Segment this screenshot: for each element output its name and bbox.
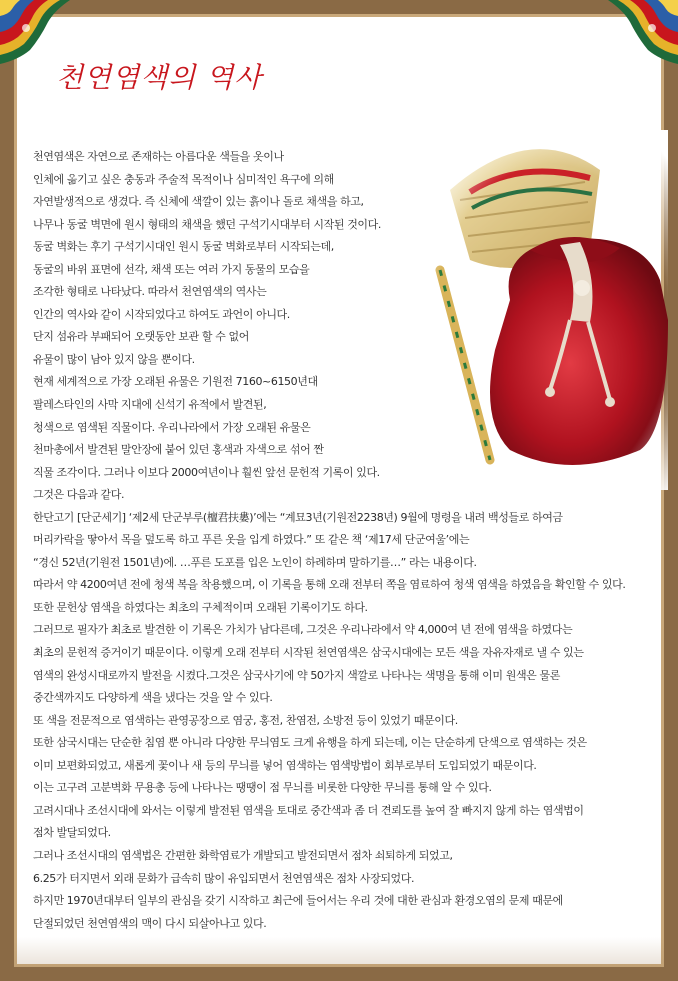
article-line: 고려시대나 조선시대에 와서는 이렇게 발전된 염색을 토대로 중간색과 좀 더 견뢰도를 높여 잘 빠지지 않게 하는 염색법이 [33, 803, 584, 817]
article-line: 단절되었던 천연염색의 맥이 다시 되살아나고 있다. [33, 916, 267, 930]
article-line: 인간의 역사와 같이 시작되었다고 하여도 과언이 아니다. [33, 307, 290, 321]
article-line: 천연염색은 자연으로 존재하는 아름다운 색들을 옷이나 [33, 150, 284, 163]
article-line: 또한 문헌상 염색을 하였다는 최초의 구체적이며 오래된 기록이기도 하다. [33, 600, 368, 614]
article-line: 자연발생적으로 생겼다. 즉 신체에 색깔이 있는 흙이나 돌로 채색을 하고, [33, 195, 364, 209]
frame-shadow [14, 937, 664, 967]
article-line: 유물이 많이 남아 있지 않을 뿐이다. [33, 352, 195, 366]
article-line: 청색으로 염색된 직물이다. 우리나라에서 가장 오래된 유물은 [33, 420, 311, 434]
article-line: 동굴 벽화는 후기 구석기시대인 원시 동굴 벽화로부터 시작되는데, [33, 240, 334, 254]
article-line: 이는 고구려 고분벽화 무용총 등에 나타나는 땡땡이 점 무늬를 비롯한 다양한 무늬를 통해 알 수 있다. [33, 781, 492, 795]
dancheong-pattern-icon [0, 0, 70, 64]
article-line: 직물 조각이다. 그러나 이보다 2000여년이나 훨씬 앞선 문헌적 기록이 있다. [33, 465, 380, 479]
article-line: 조각한 형태로 나타났다. 따라서 천연염색의 역사는 [33, 285, 267, 299]
article-line: 염색의 완성시대로까지 발전을 시켰다.그것은 삼국사기에 약 50가지 색깔로 나타나는 색명을 통해 이미 원색은 물론 [33, 668, 560, 682]
article-line: 그러나 조선시대의 염색법은 간편한 화학염료가 개발되고 발전되면서 점차 쇠퇴하게 되었고, [33, 848, 453, 862]
article-line: 이미 보편화되었고, 새롭게 꽃이나 새 등의 무늬를 넣어 염색하는 염색방법이 회부로부터 도입되었기 때문이다. [33, 758, 537, 772]
article-line: 천마총에서 발견된 말안장에 붙어 있던 홍색과 자색으로 섞어 짠 [33, 443, 324, 457]
page-title: 천연염색의 역사 [56, 61, 263, 94]
article-line: 나무나 동굴 벽면에 원시 형태의 채색을 했던 구석기시대부터 시작된 것이다. [33, 217, 381, 231]
article-line: 또 색을 전문적으로 염색하는 관영공장으로 염궁, 홍전, 찬염전, 소방전 등이 있었기 때문이다. [33, 713, 458, 727]
article-line: 한단고기 [단군세기] ‘제2세 단군부루(檀君扶婁)’에는 “계묘3년(기원전2238년) 9월에 명령을 내려 백성들로 하여금 [33, 510, 563, 524]
article-line: 머리카락을 땋아서 목을 덮도록 하고 푸른 옷을 입게 하였다.” 또 같은 책 ‘제17세 단군여울’에는 [33, 533, 470, 547]
article-line: 하지만 1970년대부터 일부의 관심을 갖기 시작하고 최근에 들어서는 우리 것에 대한 관심과 환경오염의 문제 때문에 [33, 894, 563, 908]
article-line: 중간색까지도 다양하게 색을 냈다는 것을 알 수 있다. [33, 691, 273, 705]
article-line: 6.25가 터지면서 외래 문화가 급속히 많이 유입되면서 천연염색은 점차 사장되었다. [33, 871, 415, 885]
article-line: 따라서 약 4200여년 전에 청색 복을 착용했으며, 이 기록을 통해 오래 전부터 쪽을 염료하여 청색 염색을 하였음을 확인할 수 있다. [33, 578, 626, 592]
article-line: 단지 섬유라 부패되어 오랫동안 보관 할 수 없어 [33, 330, 249, 344]
dancheong-pattern-icon [608, 0, 678, 64]
history-article [33, 146, 673, 935]
article-line: 동굴의 바위 표면에 선각, 채색 또는 여러 가지 동물의 모습을 [33, 262, 310, 276]
article-line: 그러므로 필자가 최초로 발견한 이 기록은 가치가 남다른데, 그것은 우리나라에서 약 4,000여 년 전에 염색을 하였다는 [33, 623, 573, 637]
article-line: “경신 52년(기원전 1501년)에. …푸른 도포를 입은 노인이 하례하며 말하기를…” 라는 내용이다. [33, 555, 477, 569]
article-line: 최초의 문헌적 증거이기 때문이다. 이렇게 오래 전부터 시작된 천연염색은 삼국시대에는 모든 색을 자유자재로 낼 수 있는 [33, 646, 584, 660]
article-line: 인체에 옮기고 싶은 충동과 주술적 목적이나 심미적인 욕구에 의해 [33, 172, 334, 186]
article-line: 팔레스타인의 사막 지대에 신석기 유적에서 발견된, [33, 398, 267, 412]
article-line: 점차 발달되었다. [33, 826, 111, 840]
article-line: 현재 세계적으로 가장 오래된 유물은 기원전 7160~6150년대 [33, 375, 318, 389]
article-line: 또한 삼국시대는 단순한 침염 뿐 아니라 다양한 무늬염도 크게 유행을 하게 되는데, 이는 단순하게 단색으로 염색하는 것은 [33, 736, 587, 750]
article-line: 그것은 다음과 같다. [33, 488, 125, 502]
